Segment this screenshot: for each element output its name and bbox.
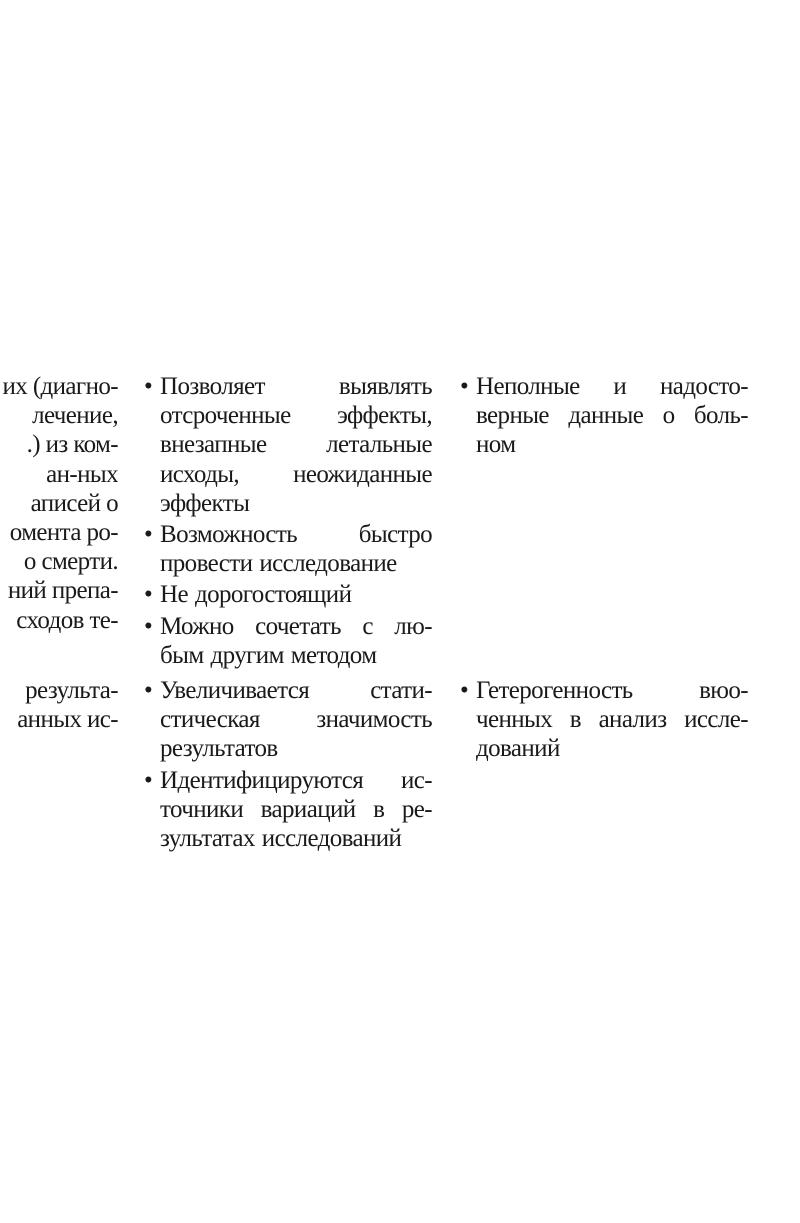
text-line: результа- bbox=[25, 677, 118, 704]
list-item: • Идентифицируются ис- точники вариаций в ре- зультатах исследований bbox=[144, 766, 432, 852]
bullet-icon: • bbox=[144, 520, 153, 548]
list-item: • Можно сочетать с лю- бым другим методом bbox=[144, 612, 432, 669]
list-item: • Возможность быстро провести исследование bbox=[144, 520, 432, 578]
bullet-icon: • bbox=[144, 766, 153, 794]
text-line: .) из ком- bbox=[26, 431, 118, 459]
text-line: аписей о bbox=[30, 489, 118, 517]
bullet-icon: • bbox=[144, 373, 153, 400]
row1-advantages bbox=[144, 372, 432, 672]
text-line: их (диагно- bbox=[2, 373, 118, 400]
text-line: ан-ных bbox=[46, 460, 118, 488]
text-line: лечение, bbox=[32, 402, 118, 430]
row1-method-description bbox=[0, 372, 118, 635]
text-line: сходов те- bbox=[16, 606, 118, 634]
bullet-icon: • bbox=[460, 373, 469, 400]
text-line: ний препа- bbox=[7, 577, 118, 605]
list-item: • Неполные и надосто- верные данные о боль- ном bbox=[460, 373, 748, 459]
list-item: • Позволяет выявлять отсроченные эффекты, внезапные летальные исходы, неожиданные эффекты bbox=[144, 373, 432, 517]
text-line: омента ро- bbox=[9, 518, 118, 546]
row2-advantages bbox=[144, 676, 432, 855]
text-line: о смерти. bbox=[23, 548, 118, 576]
bullet-icon: • bbox=[144, 677, 153, 704]
row2-disadvantages bbox=[460, 676, 748, 766]
list-item: • Не дорогостоящий bbox=[144, 581, 352, 609]
bullet-icon: • bbox=[144, 581, 153, 609]
list-item: • Увеличивается стати- стическая значимость результатов bbox=[144, 677, 432, 763]
row1-disadvantages bbox=[460, 372, 748, 462]
text-line: анных ис- bbox=[17, 706, 118, 734]
row2-method-description bbox=[0, 676, 118, 734]
bullet-icon: • bbox=[460, 677, 469, 704]
bullet-icon: • bbox=[144, 612, 153, 640]
list-item: • Гетерогенность вюо- ченных в анализ иссле- дований bbox=[460, 677, 748, 763]
